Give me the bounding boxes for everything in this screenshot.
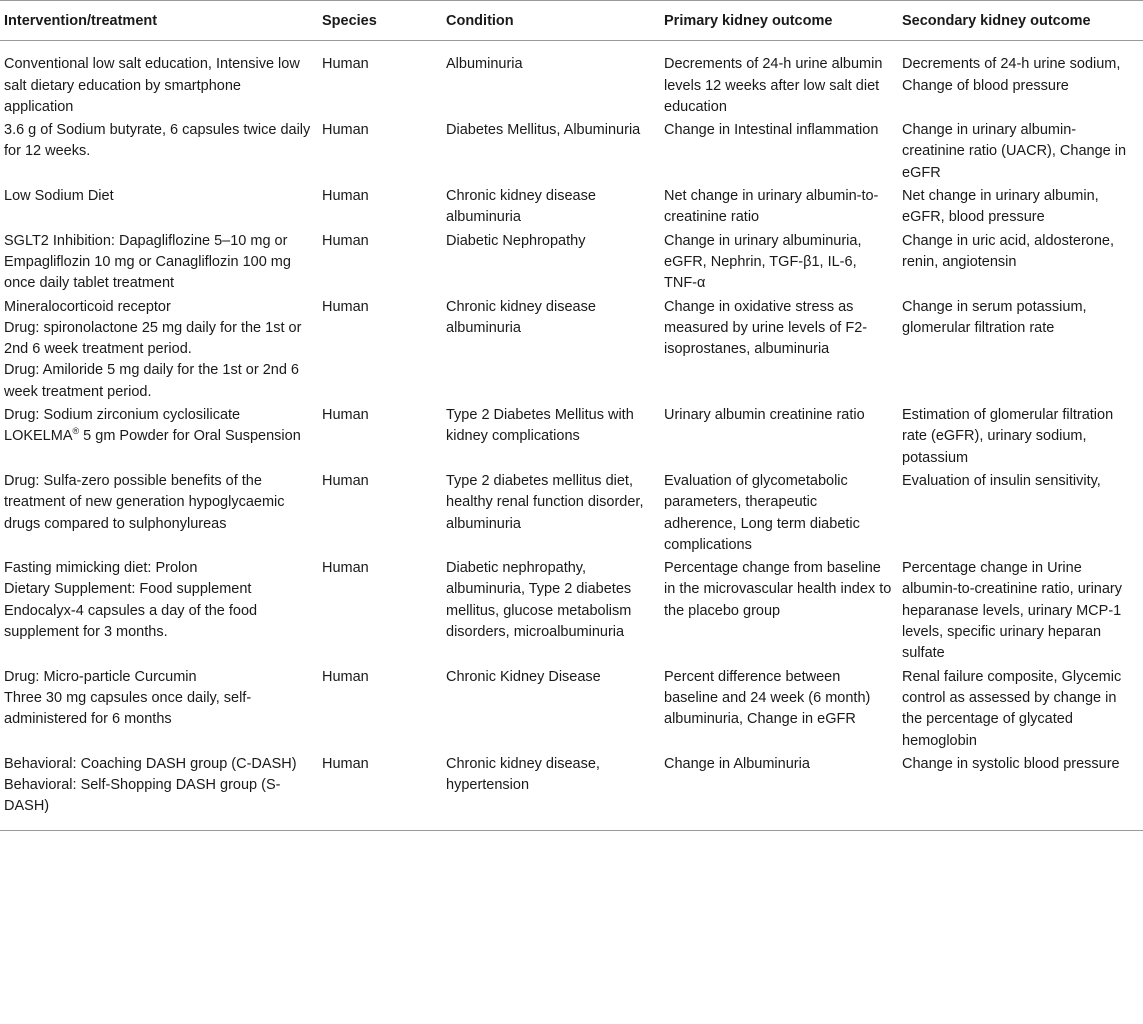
- secondary-outcome-cell: Decrements of 24-h urine sodium, Change of blood pressure: [902, 56, 1121, 94]
- condition-cell: Type 2 diabetes mellitus diet, healthy renal function disorder, albuminuria: [446, 472, 644, 532]
- intervention-line: Drug: spironolactone 25 mg daily for the 1st or 2nd 6 week treatment period.: [4, 319, 302, 358]
- header-species: Species: [322, 13, 377, 29]
- primary-outcome-cell: Percent difference between baseline and 24 week (6 month) albuminuria, Change in eGFR: [664, 668, 871, 728]
- intervention-line: Conventional low salt education, Intensive low salt dietary education by smartphone application: [4, 56, 300, 115]
- header-primary-outcome: Primary kidney outcome: [664, 13, 833, 29]
- intervention-cell: [0, 296, 318, 404]
- intervention-cell: [0, 41, 318, 119]
- species-cell: Human: [322, 755, 369, 772]
- condition-cell: Diabetic nephropathy, albuminuria, Type 2 diabetes mellitus, glucose metabolism disorders, microalbuminuria: [446, 560, 632, 641]
- intervention-cell: [0, 470, 318, 557]
- condition-cell: Chronic Kidney Disease: [446, 668, 601, 685]
- species-cell: Human: [322, 472, 369, 489]
- species-cell: Human: [322, 560, 369, 577]
- intervention-line: Behavioral: Self-Shopping DASH group (S-DASH): [4, 777, 281, 815]
- primary-outcome-cell: Percentage change from baseline in the microvascular health index to the placebo group: [664, 560, 892, 619]
- intervention-cell: [0, 753, 318, 830]
- intervention-line: Fasting mimicking diet: Prolon: [4, 560, 198, 577]
- intervention-line: Drug: Amiloride 5 mg daily for the 1st or 2nd 6 week treatment period.: [4, 362, 299, 400]
- species-cell: Human: [322, 407, 369, 424]
- secondary-outcome-cell: Change in systolic blood pressure: [902, 755, 1120, 772]
- table-row: [0, 119, 1143, 185]
- registered-mark: ®: [72, 426, 80, 437]
- intervention-text-post: 5 gm Powder for Oral Suspension: [79, 428, 301, 445]
- primary-outcome-cell: Net change in urinary albumin-to-creatinine ratio: [664, 188, 879, 226]
- secondary-outcome-cell: Estimation of glomerular filtration rate (eGFR), urinary sodium, potassium: [902, 407, 1114, 466]
- table-row: [0, 230, 1143, 296]
- header-row: [0, 1, 1143, 41]
- table-row: [0, 666, 1143, 753]
- intervention-cell: [0, 230, 318, 296]
- secondary-outcome-cell: Change in urinary albumin-creatinine ratio (UACR), Change in eGFR: [902, 122, 1127, 181]
- condition-cell: Chronic kidney disease albuminuria: [446, 298, 596, 336]
- header-condition: Condition: [446, 13, 514, 29]
- primary-outcome-cell: Change in oxidative stress as measured by urine levels of F2-isoprostanes, albuminuria: [664, 298, 868, 358]
- table-row: [0, 753, 1143, 830]
- table-row: [0, 557, 1143, 665]
- intervention-line: 3.6 g of Sodium butyrate, 6 capsules twice daily for 12 weeks.: [4, 122, 311, 160]
- species-cell: Human: [322, 122, 369, 139]
- secondary-outcome-cell: Percentage change in Urine albumin-to-creatinine ratio, urinary heparanase levels, urinary MCP-1 levels, specific urinary heparan sulfate: [902, 560, 1123, 662]
- intervention-line: Drug: Micro-particle Curcumin: [4, 668, 197, 685]
- intervention-cell: [0, 119, 318, 185]
- secondary-outcome-cell: Change in uric acid, aldosterone, renin, angiotensin: [902, 232, 1114, 270]
- intervention-line: Dietary Supplement: Food supplement Endocalyx-4 capsules a day of the food supplement for 3 months.: [4, 581, 258, 641]
- primary-outcome-cell: Evaluation of glycometabolic parameters, therapeutic adherence, Long term diabetic complications: [664, 472, 860, 553]
- table-row: [0, 185, 1143, 230]
- condition-cell: Diabetic Nephropathy: [446, 232, 586, 249]
- condition-cell: Albuminuria: [446, 56, 523, 73]
- primary-outcome-cell: Decrements of 24-h urine albumin levels 12 weeks after low salt diet education: [664, 56, 883, 115]
- header-secondary-outcome: Secondary kidney outcome: [902, 13, 1091, 29]
- species-cell: Human: [322, 188, 369, 205]
- intervention-line: Low Sodium Diet: [4, 188, 114, 205]
- intervention-cell: [0, 666, 318, 753]
- condition-cell: Diabetes Mellitus, Albuminuria: [446, 122, 641, 139]
- species-cell: Human: [322, 232, 369, 249]
- species-cell: Human: [322, 668, 369, 685]
- table-row: [0, 404, 1143, 470]
- species-cell: Human: [322, 298, 369, 315]
- condition-cell: Type 2 Diabetes Mellitus with kidney complications: [446, 407, 634, 445]
- secondary-outcome-cell: Net change in urinary albumin, eGFR, blood pressure: [902, 188, 1099, 226]
- intervention-line: Three 30 mg capsules once daily, self-administered for 6 months: [4, 689, 252, 728]
- primary-outcome-cell: Change in urinary albuminuria, eGFR, Nephrin, TGF-β1, IL-6, TNF-α: [664, 232, 862, 292]
- table-row: [0, 470, 1143, 557]
- intervention-line: SGLT2 Inhibition: Dapagliflozine 5–10 mg or Empagliflozin 10 mg or Canagliflozin 100 mg once daily tablet treatment: [4, 232, 291, 292]
- condition-cell: Chronic kidney disease albuminuria: [446, 188, 596, 226]
- intervention-line: Mineralocorticoid receptor: [4, 298, 171, 315]
- secondary-outcome-cell: Renal failure composite, Glycemic control as assessed by change in the percentage of glycated hemoglobin: [902, 668, 1122, 749]
- primary-outcome-cell: Change in Intestinal inflammation: [664, 122, 879, 139]
- intervention-cell: [0, 557, 318, 665]
- intervention-line: Drug: Sulfa-zero possible benefits of the treatment of new generation hypoglycaemic drugs compared to sulphonylureas: [4, 472, 285, 532]
- intervention-cell: [0, 404, 318, 470]
- species-cell: Human: [322, 56, 369, 73]
- primary-outcome-cell: Change in Albuminuria: [664, 755, 810, 772]
- secondary-outcome-cell: Evaluation of insulin sensitivity,: [902, 472, 1101, 489]
- intervention-line: Behavioral: Coaching DASH group (C-DASH): [4, 755, 297, 772]
- table-row: [0, 41, 1143, 119]
- header-intervention: Intervention/treatment: [4, 13, 158, 29]
- intervention-cell: [0, 185, 318, 230]
- condition-cell: Chronic kidney disease, hypertension: [446, 755, 600, 794]
- table-row: [0, 296, 1143, 404]
- intervention-text-pre: Drug: Sodium zirconium cyclosilicate LOKELMA: [4, 407, 241, 445]
- secondary-outcome-cell: Change in serum potassium, glomerular filtration rate: [902, 298, 1087, 336]
- primary-outcome-cell: Urinary albumin creatinine ratio: [664, 407, 865, 424]
